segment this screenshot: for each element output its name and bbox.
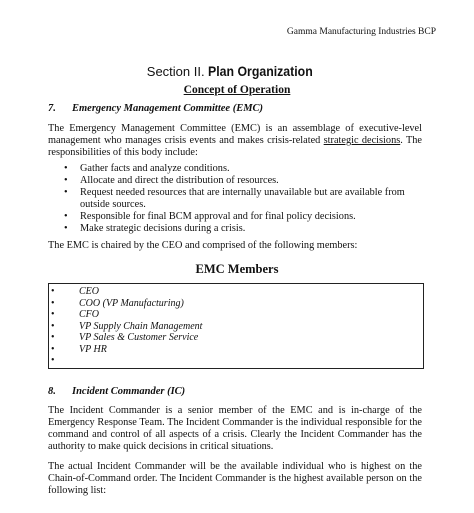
list-item: [49, 309, 423, 321]
member-name: VP Sales & Customer Service: [79, 332, 199, 343]
list-item: [49, 355, 423, 367]
responsibilities-list: [62, 163, 422, 235]
strategic-decisions-link[interactable]: strategic decisions: [323, 135, 401, 146]
emc-intro-part1: The Emergency Management Committee (EMC) is an assemblage of executive-level management who manages crisis events and makes crisis-related: [48, 123, 422, 146]
list-item: • Responsible for final BCM approval and for final policy decisions.: [62, 211, 422, 223]
bullet-icon: •: [51, 355, 55, 366]
list-item: • Request needed resources that are internally unavailable but are available from outside sources.: [62, 187, 422, 211]
bullet-icon: •: [51, 286, 55, 297]
list-item: [49, 344, 423, 356]
subsection-title-text: Concept of Operation: [183, 84, 291, 96]
ic-heading-number: 8.: [48, 386, 56, 397]
bullet-icon: •: [51, 297, 55, 309]
list-item: • Allocate and direct the distribution of resources.: [62, 175, 422, 187]
list-item: [49, 286, 423, 298]
member-name: CFO: [79, 309, 99, 320]
emc-members-list: [49, 284, 423, 367]
bullet-icon: •: [51, 320, 55, 332]
list-item: • Gather facts and analyze conditions.: [62, 163, 422, 175]
emc-intro-part2: . The responsibilities of this body include:: [48, 135, 422, 158]
list-item: [49, 332, 423, 344]
list-item: [49, 298, 423, 310]
ic-heading: [48, 386, 185, 397]
emc-heading-text: Emergency Management Committee (EMC): [72, 103, 264, 114]
bullet-icon: •: [51, 343, 55, 355]
member-name: COO (VP Manufacturing): [79, 297, 184, 309]
section-label: Section II.: [146, 64, 209, 79]
ic-paragraph-1: The Incident Commander is a senior member of the EMC and is in-charge of the Emergency Response Team. The Incident Commander is the individual responsible for the command and control of all aspects of a crisis. Clearly the Incident Commander has the authority to make quick decisions in critical situations.: [48, 405, 422, 452]
section-name: Plan Organization: [208, 63, 313, 79]
bullet-icon: •: [51, 309, 55, 320]
ic-heading-text: Incident Commander (IC): [72, 386, 186, 397]
emc-intro-paragraph: [48, 123, 422, 159]
list-item: • Make strategic decisions during a crisis.: [62, 223, 422, 235]
bullet-icon: •: [51, 332, 55, 343]
section-title: [0, 63, 474, 81]
emc-heading: [48, 103, 263, 114]
ic-paragraph-2: The actual Incident Commander will be the available individual who is highest on the Chain-of-Command order. The Incident Commander is the highest available person on the following list:: [48, 461, 422, 496]
emc-chair-paragraph: The EMC is chaired by the CEO and comprised of the following members:: [48, 240, 358, 251]
emc-members-box: [48, 283, 424, 369]
member-name: CEO: [79, 286, 99, 297]
emc-members-title: EMC Members: [195, 262, 279, 276]
member-name: VP HR: [79, 343, 107, 355]
list-item: [49, 321, 423, 333]
member-name: VP Supply Chain Management: [79, 320, 203, 332]
subsection-title: [0, 84, 474, 96]
emc-heading-number: 7.: [48, 103, 56, 114]
running-header: Gamma Manufacturing Industries BCP: [286, 27, 436, 37]
